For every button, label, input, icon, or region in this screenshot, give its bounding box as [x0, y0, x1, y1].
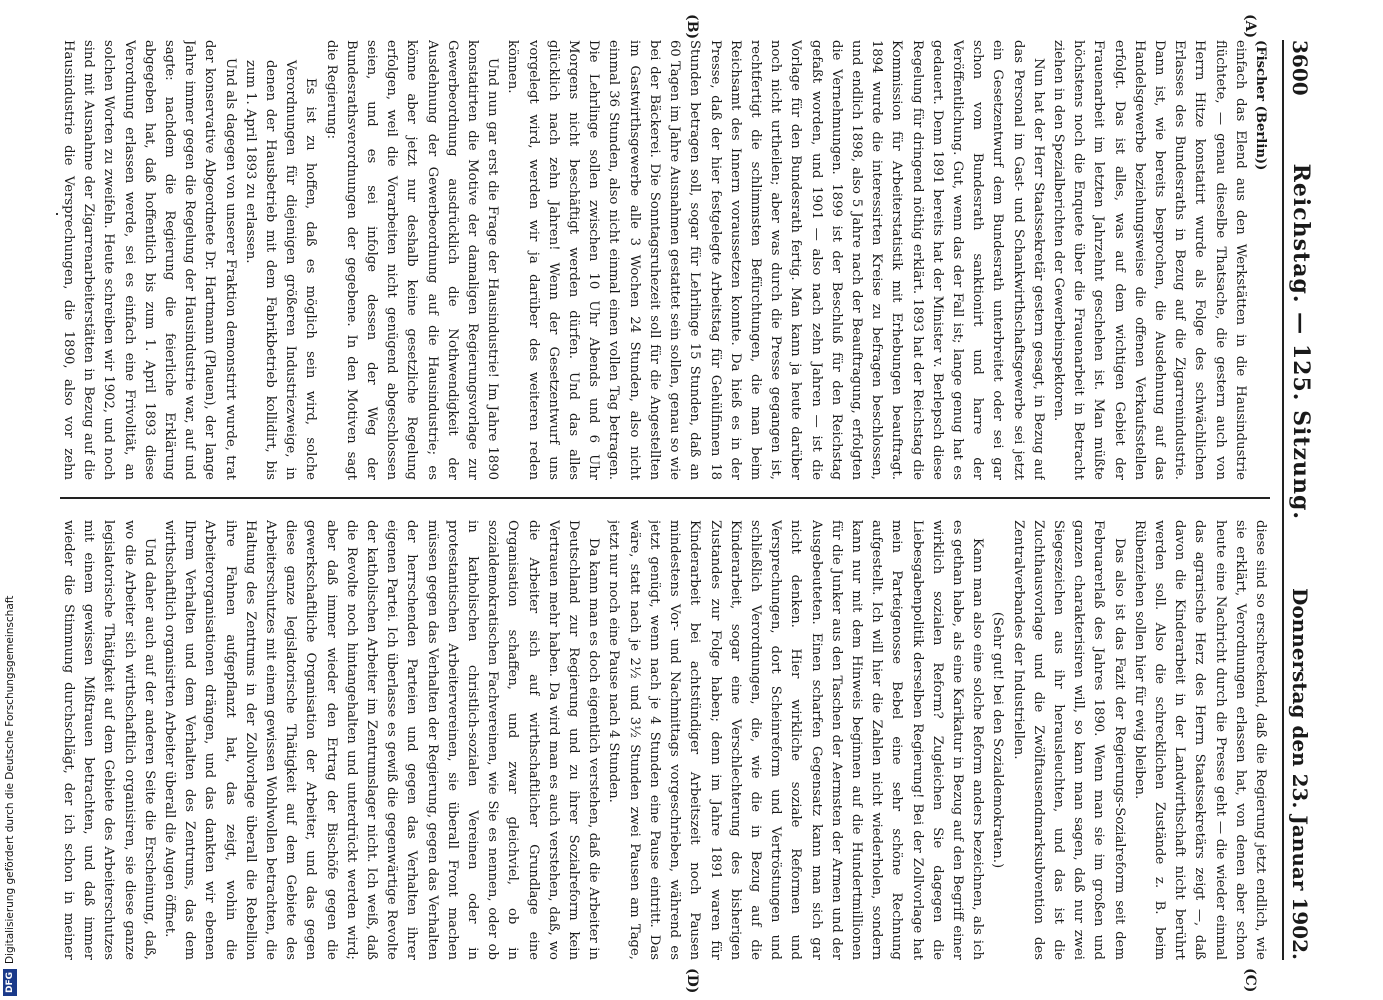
paragraph: Nun hat der Herr Staatssekretär gestern gesagt, in Bezug auf das Personal im Gast- und Schankwirthschaftsgewerbe sei jetzt ein Gesetzentwurf dem Bundesrath unterbreitet oder sei gar schon vom Bundesrath sanktionirt und harre der Veröffentlichung. Gut, wenn das der Fall ist; lange genug hat es gedauert. Denn 1891 bereits hat der Minister v. Berlepsch diese Regelung für dringend nöthig erklärt. 1893 hat der Reichstag die Kommission für Arbeiterstatistik mit Erhebungen beauftragt. 1894 wurde die interessirten Kreise zu befragen beschlossen, und endlich 1898, also 5 Jahre nach der Beauftragung, erfolgten die Vernehmungen. 1899 ist der Beschluß für den Reichstag gefaßt worden, und 1901 — also nach zehn Jahren — ist die Vorlage für den Bundesrath fertig. Man kann ja heute darüber noch nicht urtheilen; aber was durch die Presse gegangen ist, rechtfertigt die schlimmsten Befürchtungen, die man beim Reichsamt des Innern voraussetzen konnte. Da hieß es in der Presse, daß der hier festgelegte Arbeitstag für Gehülfinnen 18 Stunden betragen soll, sogar für Lehrlinge 15 Stunden, daß an 60 Tagen im Jahre Ausnahmen gestattet sein sollen, genau so wie bei der Bäckerei. Die Sonntagsruhezeit soll für die Angestellten im Gastwirthsgewerbe alle 3 Wochen 24 Stunden, also nicht einmal 36 Stunden, also nicht einmal einen vollen Tag betragen. Die Lehrlinge sollen zwischen 10 Uhr Abends und 6 Uhr Morgens nicht beschäftigt werden dürfen. Und das alles glücklich nach zehn Jahren! Wenn der Gesetzentwurf uns vorgelegt wird, werden wir ja darüber des weiteren reden können. — [505, 40, 1046, 480]
paragraph — [1250, 40, 1270, 480]
page-number: 3600 — [1288, 40, 1312, 96]
paragraph: diese sind so erschreckend, daß die Regierung jetzt endlich, wie sie erklärt, Verordnungen erlassen hat, von denen aber schon heute eine Nachricht durch die Presse geht — die wieder einmal das agrarische Herz des Herrn Staatssekretärs zeigt —, daß davon die Kinderarbeit in der Landwirthschaft nicht berührt werden soll. Also die schrecklichen Zustände z. B. beim Rübenziehen sollen hier für ewig bleiben. — [1131, 520, 1268, 960]
paragraph: einfach das Elend aus den Werkstätten in die Hausindustrie flüchtete, — genau dieselbe Thatsache, die gestern auch von Herrn Hitze konstatirt wurde als Folge des schwächlichen Erlasses des Bundesraths in Bezug auf die Zigarrenindustrie. Dann ist, wie bereits besprochen, die Ausdehnung auf das Handelsgewerbe beziehungsweise die offenen Verkaufsstellen erfolgt. Das ist alles, was auf dem wichtigen Gebiet der Frauenarbeit im letzten Jahrzehnt geschehen ist. Man müßte höchstens noch die Enquete über die Frauenarbeit in Betracht ziehen in den Spezialberichten der Gewerbeinspektoren. — [1050, 40, 1248, 480]
funding-credit — [3, 596, 17, 996]
quoted-paragraph: Es ist zu hoffen, daß es möglich sein wird, solche Verordnungen für diejenigen größeren Industriezweige, in denen der Hausbetrieb mit dem Fabrikbetrieb kollidirt, bis zum 1. April 1893 zu erlassen. — [242, 60, 319, 480]
margin-letter-a: (A) — [1242, 14, 1258, 39]
session-date: Donnerstag den 23. Januar 1902. — [1288, 587, 1312, 960]
funding-credit-text: Digitalisierung gefördert durch die Deutsche Forschungsgemeinschaft — [4, 595, 16, 964]
left-column — [60, 40, 1270, 480]
paragraph: Kann man also eine solche Reform anders bezeichnen, als ich es gethan habe, als eine Karikatur in Bezug auf den Begriff einer wirklich sozialen Reform? Zugleichen Sie dagegen die Liebesgabenpolitik derselben Regierung! Bei der Zollvorlage hat mein Parteigenosse Bebel eine sehr schöne Rechnung aufgestellt. Ich will hier die Zahlen nicht wiederholen, sondern kann nur mit dem Hinweis beginnen auf die Hundertmillionen für die Junker aus den Taschen der Aermsten der Armen und der Ausgebeuteten. Einen scharfen Gegensatz kann man sich gar nicht denken. Hier wirkliche soziale Reformen und Versprechungen, dort Scheinreform und Vertröstungen und schließlich Verordnungen, die, wie die in Bezug auf die Kinderarbeit, sogar eine Verschlechterung des bisherigen Zustandes zur Folge haben; denn im Jahre 1891 waren für Kinderarbeit bei achtstündiger Arbeitszeit noch Pausen mindestens Vor- und Nachmittags vorgeschrieben, während es jetzt genügt, wenn nach je 4 Stunden eine Pause eintritt. Das wäre, statt nach je 2½ und 3½ Stunden zwei Pausen am Tage, jetzt nur noch eine Pause nach 4 Stunden. — [606, 520, 986, 960]
paragraph: Da kann man es doch eigentlich verstehen, daß die Arbeiter in Deutschland zur Regierung und zu ihrer Sozialreform kein Vertrauen mehr haben. Da wird man es auch verstehen, daß, wo die Arbeiter sich auf wirthschaftlicher Grundlage eine Organisation schaffen, und zwar gleichviel, ob in sozialdemokratischen Fachvereinen, wie Sie es nennen, oder ob in katholischen christlich-sozialen Vereinen oder in protestantischen Arbeitervereinen, sie überall Front machen müssen gegen das Verhalten der Regierung, gegen das Verhalten der herrschenden Parteien und gegen das Verhalten ihrer eigenen Partei. Ich überlasse es gewiß die gegenwärtige Revolte der katholischen Arbeiter im Zentrumslager nicht. Ich weiß, daß die Revolte noch hintangehalten und unterdrückt werden wird; aber daß immer wieder den Ertrag der Bischöfe gegen die gewerkschaftliche Organisation der Arbeiter, und das gegen diese ganze legislatorische Thätigkeit auf dem Gebiete des Arbeiterschutzes mit einem gewissen Wohlwollen betrachten, die Haltung des Zentrums in der Zollvorlage überall die Rebellion ihre Fahnen aufgepflanzt hat, das zeigt, wohin die Arbeiterorganisationen drängen, und das dankten wir ebenen Ihrem Verhalten und dem Verhalten des Zentrums, das dem wirthschaftlich organisirten Arbeiter überall die Augen öffnet. — [162, 520, 602, 960]
margin-letter-d: (D) — [684, 968, 700, 994]
paragraph: Das also ist das Fazit der Regierungs-Sozialreform seit dem Februarerlaß des Jahres 1890. Wenn man sie im großen und ganzen charakterisiren will, so kann man sagen, daß nur zwei Siegeszeichen aus ihr herausleuchten, und das ist die Zuchthausvorlage und die Zwölftausendmarksubvention des Zentralverbandes der Industriellen. — [1010, 520, 1127, 960]
margin-letter-c: (C) — [1242, 968, 1258, 993]
speaker-name: (Fischer (Berlin)) — [1253, 40, 1268, 171]
paragraph: Und als dagegen von unserer Fraktion demonstrirt wurde, trat der konservative Abgeordnete Dr. Hartmann (Plauen), der lange Jahre immer gegen die Regelung der Hausindustrie war, auf und sagte: nachdem die Regierung die feierliche Erklärung abgegeben hat, daß hoffentlich bis zum 1. April 1893 diese Verordnung erlassen werde, sei es einfach eine Frivolität, an solchen Worten zu zweifeln. Heute schreiben wir 1902, und noch sind mit Ausnahme der Zigarrenarbeiterstätten in Bezug auf die Hausindustrie die Versprechungen, die 1890, also vor zehn — [61, 40, 238, 480]
paragraph: Und nun gar erst die Frage der Hausindustrie! Im Jahre 1890 konstatirten die Motive der damaligen Regierungsvorlage zur Gewerbeordnung ausdrücklich die Nothwendigkeit der Ausdehnung der Gewerbeordnung auf die Hausindustrie; es könne aber jetzt nur deshalb keine gesetzliche Regelung erfolgen, weil die Vorarbeiten nicht genügend abgeschlossen seien, und es sei infolge dessen der Weg der Bundesrathsverordnungen der gegebene. In den Motiven sagt die Regierung: — [323, 40, 501, 480]
column-divider — [60, 497, 1270, 499]
session-title: Reichstag. — 125. Sitzung. — [1288, 163, 1314, 521]
paragraph: Und daher auch auf der anderen Seite die Erscheinung, daß, wo die Arbeiter sich wirthschaftlich organisiren, sie diese ganze legislatorische Thätigkeit auf dem Gebiete des Arbeiterschutzes mit einem gewissen Mißtrauen betrachten, und daß immer wieder die Stimmung durchschlägt, der ich schon in meiner — [61, 520, 157, 960]
interjection: (Sehr gut! bei den Sozialdemokraten.) — [990, 611, 1006, 869]
sidebar-credit — [0, 0, 22, 1000]
margin-letter-b: (B) — [684, 14, 700, 40]
page-header — [1282, 40, 1330, 960]
right-column — [60, 520, 1270, 960]
dfg-logo-icon: DFG — [3, 969, 17, 996]
document-page — [30, 0, 1330, 1000]
